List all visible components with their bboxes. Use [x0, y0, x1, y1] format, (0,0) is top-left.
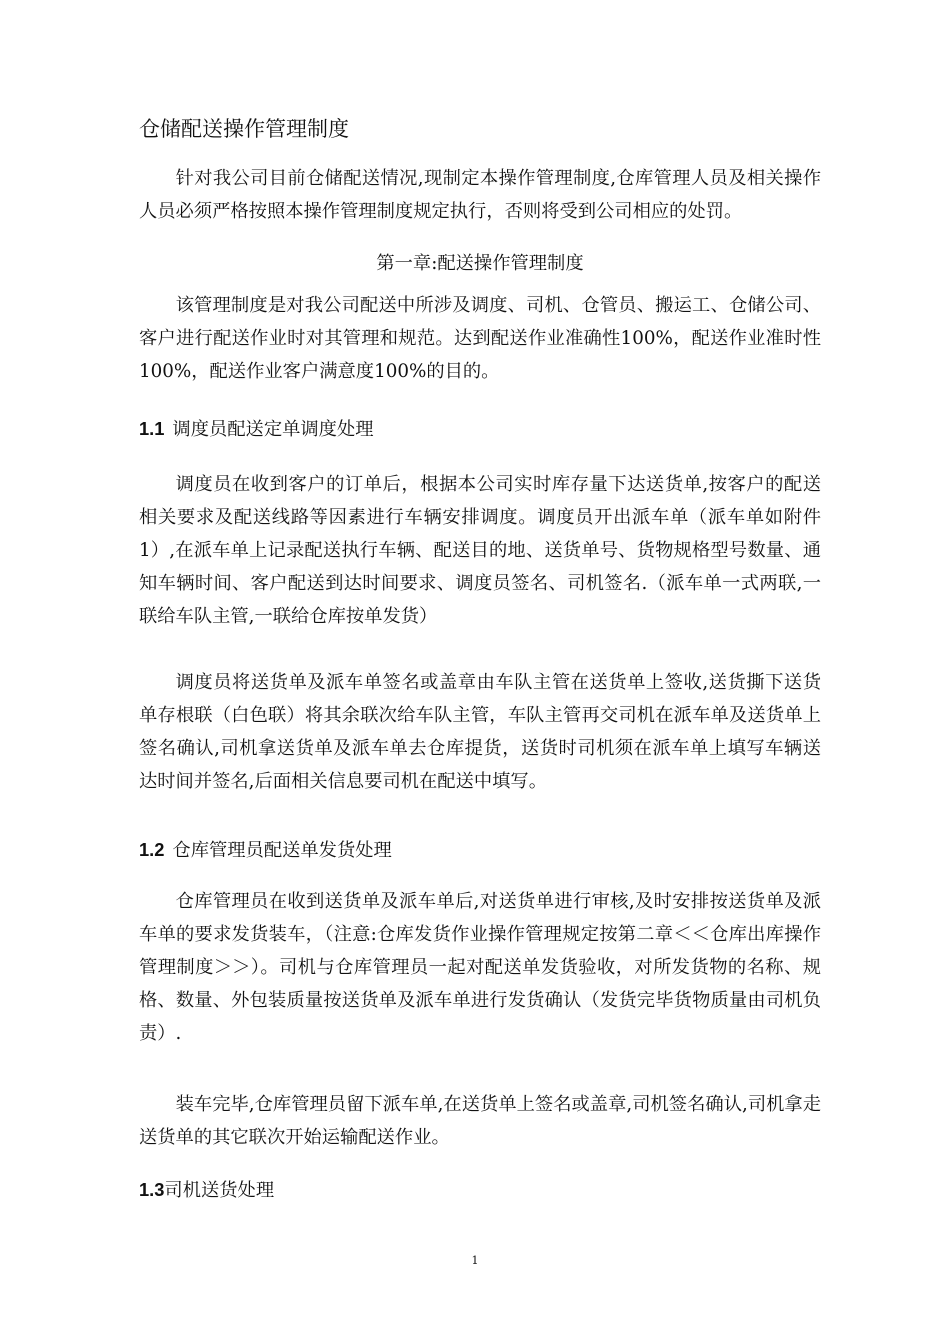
chapter-intro-paragraph: 该管理制度是对我公司配送中所涉及调度、司机、仓管员、搬运工、仓储公司、客户进行配送作业时对其管理和规范。达到配送作业准确性100%，配送作业准时性100%，配送作业客户满意度100%的目的。	[139, 295, 821, 382]
section-number: 1.3	[139, 1179, 165, 1200]
section-heading-1-1	[139, 414, 374, 445]
section-1-1-paragraph-1: 调度员在收到客户的订单后，根据本公司实时库存量下达送货单,按客户的配送相关要求及配送线路等因素进行车辆安排调度。调度员开出派车单（派车单如附件1）,在派车单上记录配送执行车辆、配送目的地、送货单号、货物规格型号数量、通知车辆时间、客户配送到达时间要求、调度员签名、司机签名.（派车单一式两联,一联给车队主管,一联给仓库按单发货）	[139, 474, 821, 627]
section-number: 1.1	[139, 418, 165, 439]
chapter-title: 第一章:配送操作管理制度	[376, 253, 584, 274]
intro-paragraph: 针对我公司目前仓储配送情况,现制定本操作管理制度,仓库管理人员及相关操作人员必须严格按照本操作管理制度规定执行，否则将受到公司相应的处罚。	[139, 168, 821, 222]
section-title: 仓库管理员配送单发货处理	[172, 840, 392, 861]
section-heading-1-2	[139, 835, 392, 866]
section-1-1-paragraph-2: 调度员将送货单及派车单签名或盖章由车队主管在送货单上签收,送货撕下送货单存根联（白色联）将其余联次给车队主管，车队主管再交司机在派车单及送货单上签名确认,司机拿送货单及派车单去仓库提货，送货时司机须在派车单上填写车辆送达时间并签名,后面相关信息要司机在配送中填写。	[139, 672, 821, 792]
document-title: 仓储配送操作管理制度	[139, 117, 349, 141]
section-1-2-paragraph-1: 仓库管理员在收到送货单及派车单后,对送货单进行审核,及时安排按送货单及派车单的要求发货装车，（注意:仓库发货作业操作管理规定按第二章＜＜仓库出库操作管理制度＞＞）。司机与仓库管理员一起对配送单发货验收，对所发货物的名称、规格、数量、外包装质量按送货单及派车单进行发货确认（发货完毕货物质量由司机负责）.	[139, 891, 821, 1044]
section-1-2-paragraph-2: 装车完毕,仓库管理员留下派车单,在送货单上签名或盖章,司机签名确认,司机拿走送货单的其它联次开始运输配送作业。	[139, 1094, 821, 1148]
section-number: 1.2	[139, 839, 165, 860]
section-title: 调度员配送定单调度处理	[172, 419, 374, 440]
section-title: 司机送货处理	[164, 1180, 275, 1201]
section-heading-1-3	[139, 1175, 274, 1206]
page-number: 1	[471, 1254, 479, 1267]
